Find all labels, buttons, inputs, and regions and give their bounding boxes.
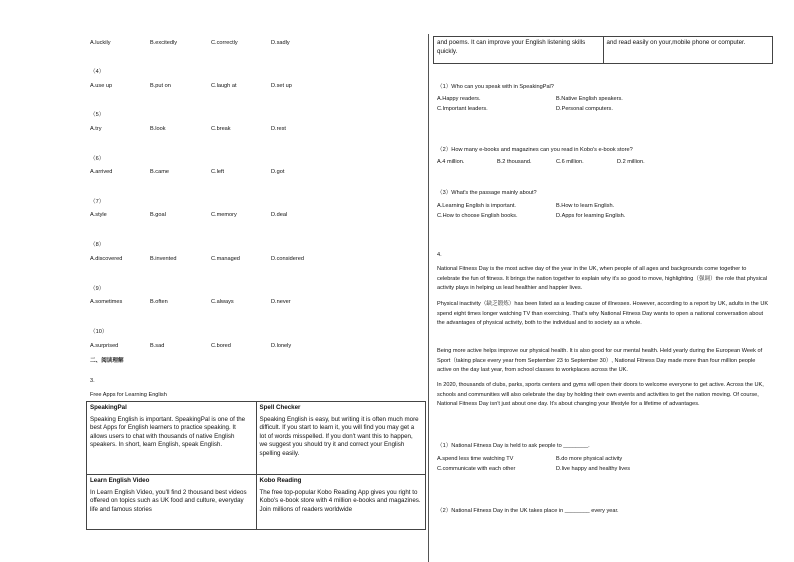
option-a: A.surprised	[90, 343, 119, 349]
options-row-q4	[90, 83, 420, 93]
passage-3-title: Free Apps for Learning English	[90, 392, 167, 398]
question-number-4: （4）	[90, 69, 105, 75]
question-number-8: （8）	[90, 242, 105, 248]
app-name: Spell Checker	[259, 404, 301, 411]
options-row-q7	[90, 212, 420, 222]
p3-q3-option-a: A.Learning English is important.	[437, 203, 516, 209]
options-row-q8	[90, 256, 420, 266]
p3-question-1: （1）Who can you speak with in SpeakingPal?	[437, 84, 554, 90]
option-b: B.put on	[150, 83, 171, 89]
p3-q2-option-a: A.4 million.	[437, 159, 465, 165]
p3-q1-option-b: B.Native English speakers.	[556, 96, 623, 102]
p4-paragraph-4: In 2020, thousands of clubs, parks, sports centers and gyms will open their doors to welcome everyone to get active. Across the UK, schools and communities will also celebrate the day by holding their own events and activities to get the nation moving. Of course, National Fitness Day isn't just about one day. It's about changing your lifestyle for a lifetime of advantages.	[437, 382, 764, 408]
app-description: The free top-popular Kobo Reading App gives you right to Kobo's e-book store with 4 million e-books and magazines. Join millions of readers worldwide	[259, 488, 421, 513]
p3-q1-option-a: A.Happy readers.	[437, 96, 481, 102]
option-a: A.style	[90, 212, 107, 218]
app-description: In Learn English Video, you'll find 2 thousand best videos offered on topics such as UK food and culture, everyday life and famous stories	[90, 488, 247, 513]
option-d: D.rest	[271, 126, 286, 132]
app-cell-kobo-reading	[256, 475, 426, 530]
question-number-9: （9）	[90, 286, 105, 292]
option-b: B.excitedly	[150, 40, 178, 46]
option-a: A.luckily	[90, 40, 111, 46]
option-c: C.left	[211, 169, 225, 175]
section-title: 二、阅读理解	[90, 358, 124, 364]
app-cell-learn-english-video	[87, 475, 257, 530]
option-d: D.got	[271, 169, 285, 175]
p3-q2-option-c: C.6 million.	[556, 159, 584, 165]
p4-q1-option-b: B.do more physical activity	[556, 456, 623, 462]
question-number-10: （10）	[90, 329, 108, 335]
option-b: B.often	[150, 299, 168, 305]
option-d: D.set up	[271, 83, 292, 89]
p4-q1-option-c: C.communicate with each other	[437, 466, 516, 472]
options-row-q10	[90, 343, 420, 353]
option-b: B.invented	[150, 256, 177, 262]
option-b: B.look	[150, 126, 166, 132]
option-b: B.came	[150, 169, 169, 175]
option-d: D.considered	[271, 256, 304, 262]
passage-3-number: 3.	[90, 378, 95, 384]
option-a: A.use up	[90, 83, 113, 89]
app-cell-spell-checker	[256, 402, 426, 475]
apps-table-continuation	[433, 36, 773, 64]
p4-q1-option-a: A.spend less time watching TV	[437, 456, 514, 462]
option-d: D.sadly	[271, 40, 290, 46]
option-c: C.correctly	[211, 40, 238, 46]
app-description: Speaking English is important. SpeakingPal is one of the best Apps for English learners to practice speaking. It allows users to chat with thousands of native English speakers. In short, learn English, speak English.	[90, 415, 246, 449]
option-b: B.goal	[150, 212, 166, 218]
p4-q1-option-d: D.live happy and healthy lives	[556, 466, 631, 472]
p4-paragraph-1: National Fitness Day is the most active day of the year in the UK, when people of all ages and backgrounds come together to celebrate the fun of fitness. It brings the nation together to explain why it's so good to move, highlighting（强调）the role that physical activity plays in helping us lead healthier and happier lives.	[437, 266, 768, 292]
option-c: C.managed	[211, 256, 240, 262]
option-d: D.deal	[271, 212, 288, 218]
option-c: C.laugh at	[211, 83, 237, 89]
p3-q1-option-c: C.Important leaders.	[437, 106, 488, 112]
options-row-q6	[90, 169, 420, 179]
options-row-q5	[90, 126, 420, 136]
p4-question-1: （1）National Fitness Day is held to ask people to ________.	[437, 443, 590, 449]
option-c: C.always	[211, 299, 234, 305]
option-d: D.never	[271, 299, 291, 305]
option-b: B.sad	[150, 343, 165, 349]
app-name: Kobo Reading	[259, 477, 302, 484]
p4-paragraph-3: Being more active helps improve our physical health. It is also good for our mental health. Held yearly during the European Week of Sport（taking place every year from September 23 to September 30）, National Fitness Day made more than four million people active on the day last year, from school classes to workplaces across the UK.	[437, 348, 763, 374]
p3-q3-option-c: C.How to choose English books.	[437, 213, 518, 219]
app-name: SpeakingPal	[90, 404, 127, 411]
p4-question-2: （2）National Fitness Day in the UK takes place in ________ every year.	[437, 508, 619, 514]
passage-4-number: 4.	[437, 252, 442, 258]
app-cell-speakingpal	[87, 402, 257, 475]
option-c: C.break	[211, 126, 231, 132]
option-a: A.try	[90, 126, 102, 132]
option-c: C.bored	[211, 343, 231, 349]
p3-q3-option-d: D.Apps for learning English.	[556, 213, 626, 219]
app-description: Speaking English is easy, but writing it is often much more difficult. If you start to learn it, you will find you may get a lot of words misspelled. If you don't want this to happen, we suggest you should try it and correct your English spelling easily.	[259, 415, 419, 457]
option-a: A.sometimes	[90, 299, 123, 305]
p3-q2-option-d: D.2 million.	[617, 159, 645, 165]
option-a: A.discovered	[90, 256, 123, 262]
continuation-cell-left: and poems. It can improve your English listening skills quickly.	[434, 37, 604, 64]
p3-question-2: （2）How many e-books and magazines can you read in Kobo's e-book store?	[437, 147, 633, 153]
p3-q2-option-b: B.2 thousand.	[497, 159, 532, 165]
p4-paragraph-2: Physical inactivity（缺乏锻炼）has been listed as a leading cause of illnesses. However, according to a report by UK, adults in the UK spend eight times longer watching TV than exercising. That's why National Fitness Day wants to open a national conversation about the advantages of physical activity, both to the individual and to society as a whole.	[437, 301, 769, 327]
question-number-5: （5）	[90, 112, 105, 118]
continuation-cell-right: and read easily on your,mobile phone or computer.	[603, 37, 773, 64]
app-name: Learn English Video	[90, 477, 150, 484]
options-row-q3	[90, 40, 420, 50]
question-number-6: （6）	[90, 156, 105, 162]
apps-table	[86, 401, 426, 530]
option-a: A.arrived	[90, 169, 113, 175]
p3-question-3: （3）What's the passage mainly about?	[437, 190, 537, 196]
options-row-q9	[90, 299, 420, 309]
p3-q1-option-d: D.Personal computers.	[556, 106, 613, 112]
p3-q3-option-b: B.How to learn English.	[556, 203, 615, 209]
question-number-7: （7）	[90, 199, 105, 205]
option-c: C.memory	[211, 212, 237, 218]
option-d: D.lonely	[271, 343, 292, 349]
